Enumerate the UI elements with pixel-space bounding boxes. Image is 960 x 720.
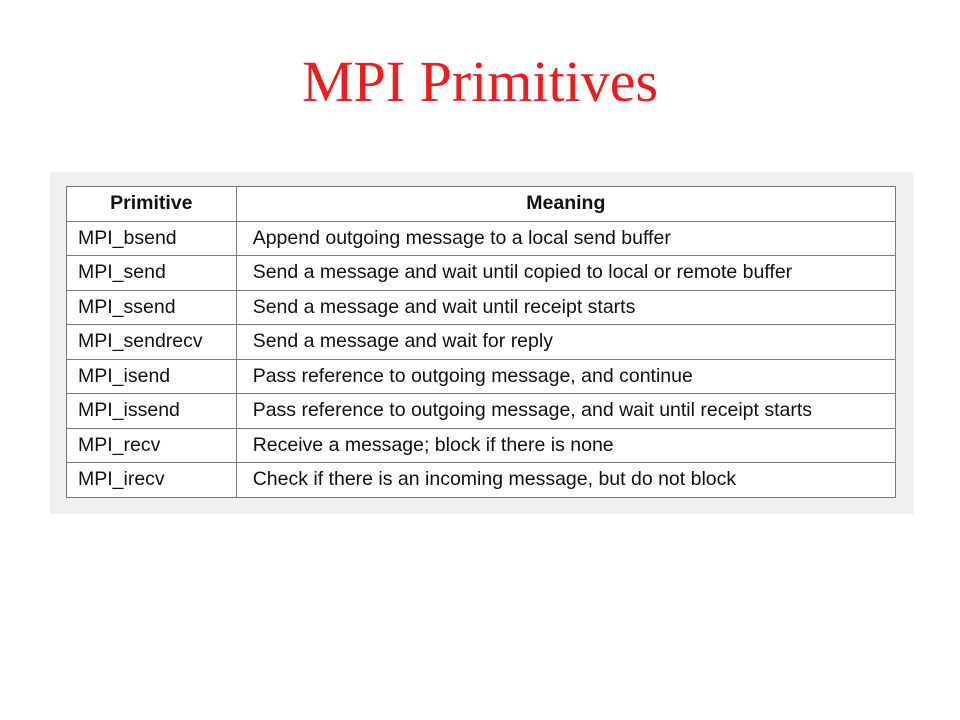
meaning-cell: Check if there is an incoming message, but do not block [236,463,895,498]
meaning-cell: Append outgoing message to a local send buffer [236,221,895,256]
table-header-row [67,187,896,222]
primitive-cell: MPI_ssend [67,290,237,325]
table-row [67,359,896,394]
primitive-cell: MPI_sendrecv [67,325,237,360]
primitive-cell: MPI_recv [67,428,237,463]
meaning-cell: Send a message and wait until receipt starts [236,290,895,325]
primitive-cell: MPI_isend [67,359,237,394]
primitive-cell: MPI_irecv [67,463,237,498]
slide-title: MPI Primitives [301,49,659,114]
primitive-cell: MPI_send [67,256,237,291]
column-header-meaning: Meaning [236,187,895,222]
table-frame [50,172,914,514]
table-row [67,256,896,291]
meaning-cell: Pass reference to outgoing message, and wait until receipt starts [236,394,895,429]
table-row [67,290,896,325]
table-row [67,428,896,463]
table-row [67,221,896,256]
table-row [67,394,896,429]
table-row [67,325,896,360]
primitive-cell: MPI_issend [67,394,237,429]
column-header-primitive: Primitive [67,187,237,222]
meaning-cell: Pass reference to outgoing message, and continue [236,359,895,394]
meaning-cell: Send a message and wait for reply [236,325,895,360]
meaning-cell: Send a message and wait until copied to local or remote buffer [236,256,895,291]
meaning-cell: Receive a message; block if there is none [236,428,895,463]
table-row [67,463,896,498]
primitive-cell: MPI_bsend [67,221,237,256]
primitives-table [66,186,896,498]
